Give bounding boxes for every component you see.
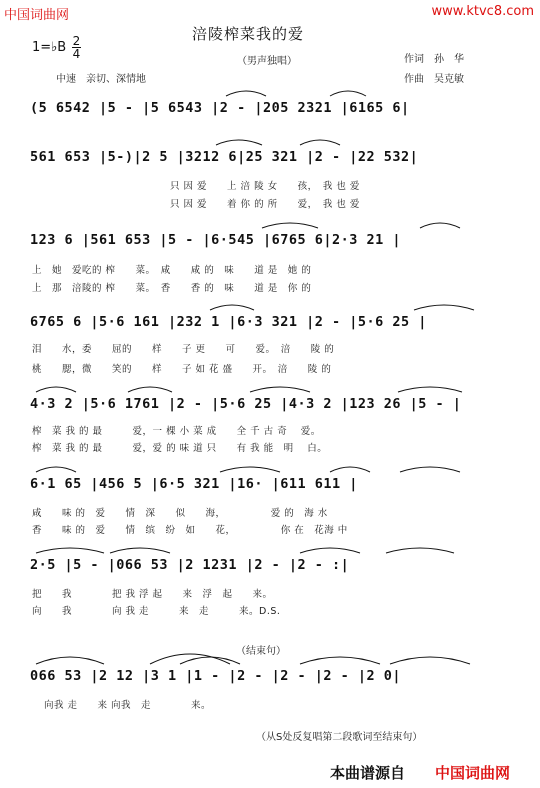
notation-line-ending: 066 53 |2 12 |3 1 |1 - |2 - |2 - |2 - |2 0| — [30, 668, 401, 684]
slur-arc — [210, 305, 254, 310]
time-signature-bottom: 4 — [72, 47, 81, 61]
notation-line-3: 123 6 |561 653 |5 - |6·545 |6765 6|2·3 21 | — [30, 232, 401, 248]
lyrics-line-5-verse-2: 榨 菜 我 的 最 爱，爱 的 味 道 只 有 我 能 明 白。 — [32, 443, 328, 454]
lyrics-line-2-verse-2: 只 因 爱 着 你 的 所 爱， 我 也 爱 — [170, 199, 360, 210]
slur-arc — [390, 657, 470, 664]
notation-line-2: 561 653 |5-)|2 5 |3212 6|25 321 |2 - |22 532| — [30, 149, 419, 165]
song-title: 涪陵榨菜我的爱 — [192, 25, 305, 43]
ending-label: （结束句） — [236, 646, 286, 657]
slur-arc — [262, 223, 318, 228]
notation-line-7: 2·5 |5 - |066 53 |2 1231 |2 - |2 - :| — [30, 557, 350, 573]
slur-arc — [36, 548, 104, 553]
lyrics-line-7-verse-1: 把 我 把 我 浮 起 来 浮 起 来。 — [32, 589, 273, 600]
footnote: （从S处反复唱第二段歌词至结束句） — [256, 732, 423, 743]
slur-arc — [420, 223, 460, 228]
time-signature-top: 2 — [72, 34, 81, 48]
slur-arc — [398, 387, 462, 392]
lyrics-line-2-verse-1: 只 因 爱 上 涪 陵 女 孩， 我 也 爱 — [170, 181, 360, 192]
slur-arc — [300, 140, 340, 145]
slur-arc — [36, 467, 76, 472]
slur-arc — [250, 387, 310, 392]
lyrics-line-5-verse-1: 榨 菜 我 的 最 爱，一 棵 小 菜 成 全 千 古 奇 爱。 — [32, 426, 321, 437]
slur-arc — [300, 548, 360, 553]
lyricist-credit: 作词 孙 华 — [404, 54, 464, 65]
slur-arc — [110, 548, 170, 553]
slur-arc — [180, 657, 240, 664]
lyrics-line-7-verse-2: 向 我 向 我 走 来 走 来。D.S. — [32, 606, 281, 617]
watermark-site-name: 中国词曲网 — [4, 8, 70, 23]
lyrics-line-4-verse-1: 泪 水，委 屈的 样 子 更 可 爱。 涪 陵 的 — [32, 344, 335, 355]
lyrics-line-6-verse-2: 香 味 的 爱 情 缤 纷 如 花， 你 在 花海 中 — [32, 525, 348, 536]
lyrics-line-3-verse-1: 上 她 爱吃的 榨 菜。 咸 咸 的 味 道 是 她 的 — [32, 265, 312, 276]
notation-line-1: (5 6542 |5 - |5 6543 |2 - |205 2321 |6165 6| — [30, 100, 410, 116]
lyrics-line-6-verse-1: 咸 味 的 爱 情 深 似 海， 爱 的 海 水 — [32, 508, 328, 519]
slur-arc — [300, 657, 380, 664]
slur-arc — [330, 467, 370, 472]
slur-arc — [128, 387, 172, 392]
slur-arc — [330, 91, 366, 96]
notation-line-5: 4·3 2 |5·6 1761 |2 - |5·6 25 |4·3 2 |123 26 |5 - | — [30, 396, 462, 412]
footer-label: 本曲谱源自 — [330, 764, 406, 782]
notation-line-4: 6765 6 |5·6 161 |232 1 |6·3 321 |2 - |5·6 25 | — [30, 314, 427, 330]
watermark-site-url: www.ktvc8.com — [431, 4, 534, 19]
lyrics-line-3-verse-2: 上 那 涪陵的 榨 菜。 香 香 的 味 道 是 你 的 — [32, 283, 312, 294]
slur-arc — [400, 467, 460, 472]
slur-arc — [36, 387, 76, 392]
time-signature — [72, 35, 81, 60]
slur-arc — [414, 305, 474, 310]
performance-note: （男声独唱） — [237, 56, 297, 67]
footer-site: 中国词曲网 — [435, 764, 511, 782]
slur-arc — [226, 91, 266, 96]
slur-arc — [386, 548, 454, 553]
tempo-marking: 中速 亲切、深情地 — [56, 74, 146, 85]
slur-arc — [36, 657, 104, 664]
slur-arc — [216, 140, 262, 145]
lyrics-line-4-verse-2: 桃 腮，微 笑的 样 子 如 花 盛 开。 涪 陵 的 — [32, 364, 332, 375]
slur-arc — [220, 467, 280, 472]
composer-credit: 作曲 吴克敏 — [404, 74, 464, 85]
key-signature: 1=♭B — [32, 40, 67, 55]
slur-arc — [150, 654, 230, 664]
lyrics-line-ending: 向我 走 来 向我 走 来。 — [44, 700, 212, 711]
notation-line-6: 6·1 65 |456 5 |6·5 321 |16· |611 611 | — [30, 476, 358, 492]
